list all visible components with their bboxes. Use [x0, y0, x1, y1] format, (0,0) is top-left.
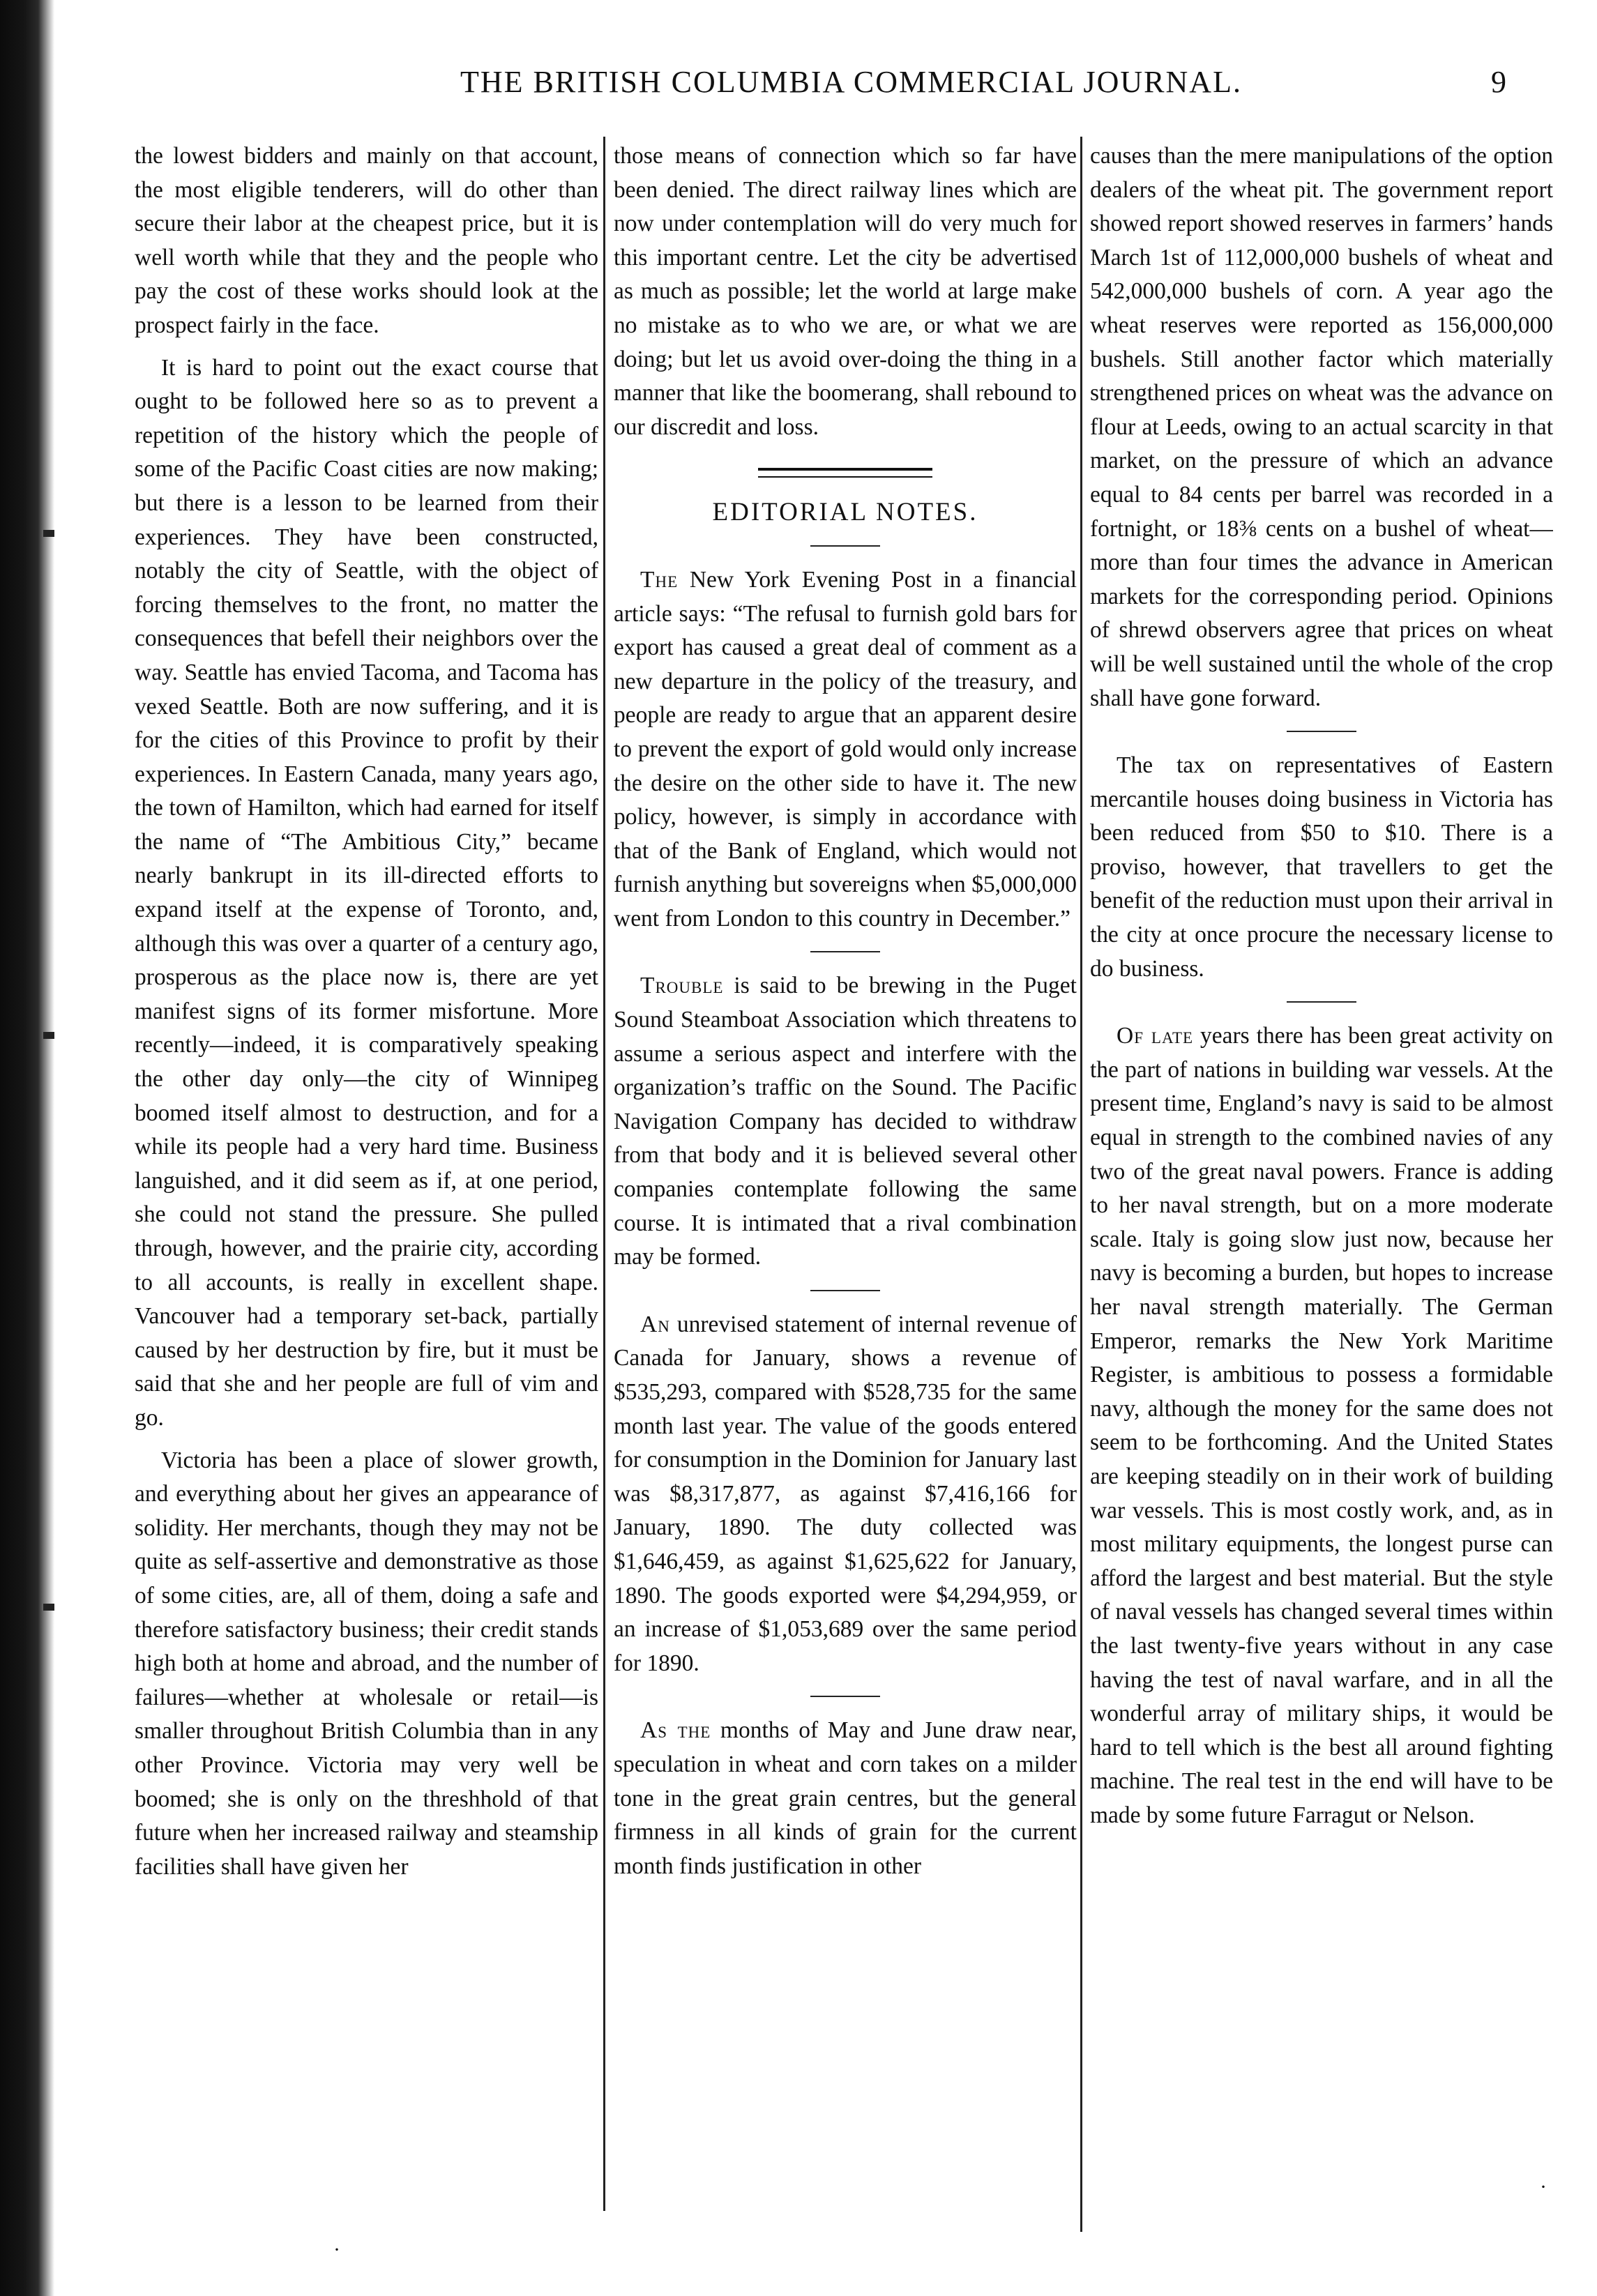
note-body: years there has been great activity on the part of nations in building war vessels. At the present time, England’s navy is said to be almost equal in strength to the combined navies of any two of the great naval powers. France is adding to her naval strength, but on a more moderate scale. Italy is going slow just now, because her navy is becoming a burden, but hopes to increase her naval strength materially. The German Emperor, remarks the New York Maritime Register, is ambitious to possess a formidable navy, although the money for the same does not seem to be forthcoming. And the United States are keeping steadily on in their work of building war vessels. This is most costly work, and, as in most military equipments, the longest purse can afford the largest and best material. But the style of naval vessels has changed several times within the last twenty-five years without in any case having the test of naval warfare, and in all the wonderful array of military ships, it would be hard to tell which is the best all around fighting machine. The real test in the end will have to be made by some future Farragut or Nelson. [1090, 1023, 1553, 1828]
section-rule [758, 468, 932, 478]
note-divider [810, 1290, 880, 1291]
column-middle [614, 139, 1077, 2224]
paragraph: Victoria has been a place of slower growth, and everything about her gives an appearance of solidity. Her merchants, though they may not be quite as self-assertive and demonstrative as those of some cities, are, all of them, doing a safe and therefore satisfactory business; their credit stands high both at home and abroad, and the number of failures—whether at wholesale or retail—is smaller throughout British Columbia than in any other Province. Victoria may very well be boomed; she is only on the threshhold of that future when her increased railway and steamship facilities shall have given her [135, 1447, 598, 1880]
edge-speck [43, 1604, 54, 1611]
edge-speck [43, 530, 54, 537]
note-divider [810, 951, 880, 952]
paragraph: those means of connection which so far have been denied. The direct railway lines which are now under contemplation will do very much for this important centre. Let the city be advertised as much as possible; let the world at large make no mistake as to who we are, or what we are doing; but let us avoid over-doing the thing in a manner that like the boomerang, shall rebound to our discredit and loss. [614, 143, 1077, 440]
column-left [135, 139, 598, 2231]
note-lead: Of late [1117, 1023, 1194, 1049]
note-divider [810, 1696, 880, 1697]
note-lead: The [640, 566, 679, 593]
column-divider [603, 137, 605, 2211]
editorial-note [614, 1714, 1077, 1883]
paragraph: It is hard to point out the exact course that ought to be followed here so as to prevent a repetition of the history which the people of some of the Pacific Coast cities are now making; but there is a lesson to be learned from their experiences. They have been constructed, notably the city of Seattle, with the object of forcing themselves to the front, no matter the consequences that befell their neighbors over the way. Seattle has envied Tacoma, and Tacoma has vexed Seattle. Both are now suffering, and it is for the cities of this Province to profit by their experiences. In Eastern Canada, many years ago, the town of Hamilton, which had earned for itself the name of “The Ambitious City,” became nearly bankrupt in its ill-directed efforts to expand itself at the expense of Toronto, and, although this was over a quarter of a century ago, prosperous as the place now is, there are yet manifest signs of its former misfortune. More recently—indeed, it is comparatively speaking the other day only—the city of Winnipeg boomed itself almost to destruction, and for a while its people had a very hard time. Business languished, and it did seem as if, at one period, she could not stand the pressure. She pulled through, however, and the prairie city, according to all accounts, is really in excellent shape. Vancouver had a temporary set-back, partially caused by her destruction by fire, but it must be said that she and her people are full of vim and go. [135, 354, 598, 1431]
page-header [460, 64, 1506, 106]
note-divider [810, 545, 880, 547]
note-lead: An [640, 1311, 670, 1337]
column-divider [1080, 137, 1082, 2232]
note-body: unrevised statement of internal revenue of Canada for January, shows a revenue of $535,293, compared with $528,735 for the same month last year. The value of the goods entered for consumption in the Dominion for January last was $8,317,877, as against $7,416,166 for January, 1890. The duty collected was $1,646,459, as against $1,625,622 for January, 1890. The goods exported were $4,294,959, or an increase of $1,053,689 over the same period for 1890. [614, 1311, 1077, 1676]
column-right [1090, 139, 1553, 2224]
journal-title: THE BRITISH COLUMBIA COMMERCIAL JOURNAL. [460, 65, 1242, 99]
paragraph: the lowest bidders and mainly on that account, the most eligible tenderers, will do other than secure their labor at the cheapest price, but it is well worth while that they and the people who pay the cost of these works should look at the prospect fairly in the face. [135, 143, 598, 338]
section-heading: EDITORIAL NOTES. [712, 498, 978, 527]
editorial-note [614, 1308, 1077, 1681]
note-divider [1287, 1001, 1356, 1003]
print-speck: · [1540, 2175, 1547, 2198]
editorial-note [614, 969, 1077, 1274]
note-lead: As the [640, 1717, 711, 1744]
note-body: is said to be brewing in the Puget Sound Steamboat Association which threatens to assume a serious aspect and interfere with the organization’s traffic on the Sound. The Pacific Navigation Company has decided to withdraw from that body and it is believed several other companies contemplate following the same course. It is intimated that a rival combination may be formed. [614, 973, 1077, 1270]
editorial-note: The tax on representatives of Eastern mercantile houses doing business in Victoria has been reduced from $50 to $10. There is a proviso, however, that travellers to get the benefit of the reduction must upon their arrival in the city at once procure the necessary license to do business. [1090, 752, 1553, 982]
editorial-note [614, 563, 1077, 936]
note-divider [1287, 731, 1356, 732]
note-lead: Trouble [640, 973, 724, 999]
page-number: 9 [1491, 65, 1506, 99]
edge-speck [43, 1032, 54, 1039]
note-body: New York Evening Post in a financial article says: “The refusal to furnish gold bars for export has caused a great deal of comment as a new departure in the policy of the treasury, and people are ready to argue that an apparent desire to prevent the export of gold would only increase the desire on the other side to have it. The new policy, however, is simply in accordance with that of the Bank of England, which would not furnish anything but sovereigns when $5,000,000 went from London to this country in December.” [614, 566, 1077, 932]
editorial-note [1090, 1019, 1553, 1832]
note-body: months of May and June draw near, speculation in wheat and corn takes on a milder tone in the great grain centres, but the general firmness in all kinds of grain for the current month finds justification in other [614, 1717, 1077, 1879]
paragraph: causes than the mere manipulations of the option dealers of the wheat pit. The government report showed report showed reserves in farmers’ hands March 1st of 112,000,000 bushels of wheat and 542,000,000 bushels of corn. A year ago the wheat reserves were reported as 156,000,000 bushels. Still another factor which materially strengthened prices on wheat was the advance on flour at Leeds, owing to an actual scarcity in that market, on the pressure of which an advance equal to 84 cents per barrel was recorded in a fortnight, or 18⅜ cents on a bushel of wheat—more than four times the advance in American markets for the corresponding period. Opinions of shrewd observers agree that prices on wheat will be well sustained until the whole of the crop shall have gone forward. [1090, 143, 1553, 711]
print-speck: · [333, 2238, 340, 2261]
scanned-binding-edge [0, 0, 54, 2296]
